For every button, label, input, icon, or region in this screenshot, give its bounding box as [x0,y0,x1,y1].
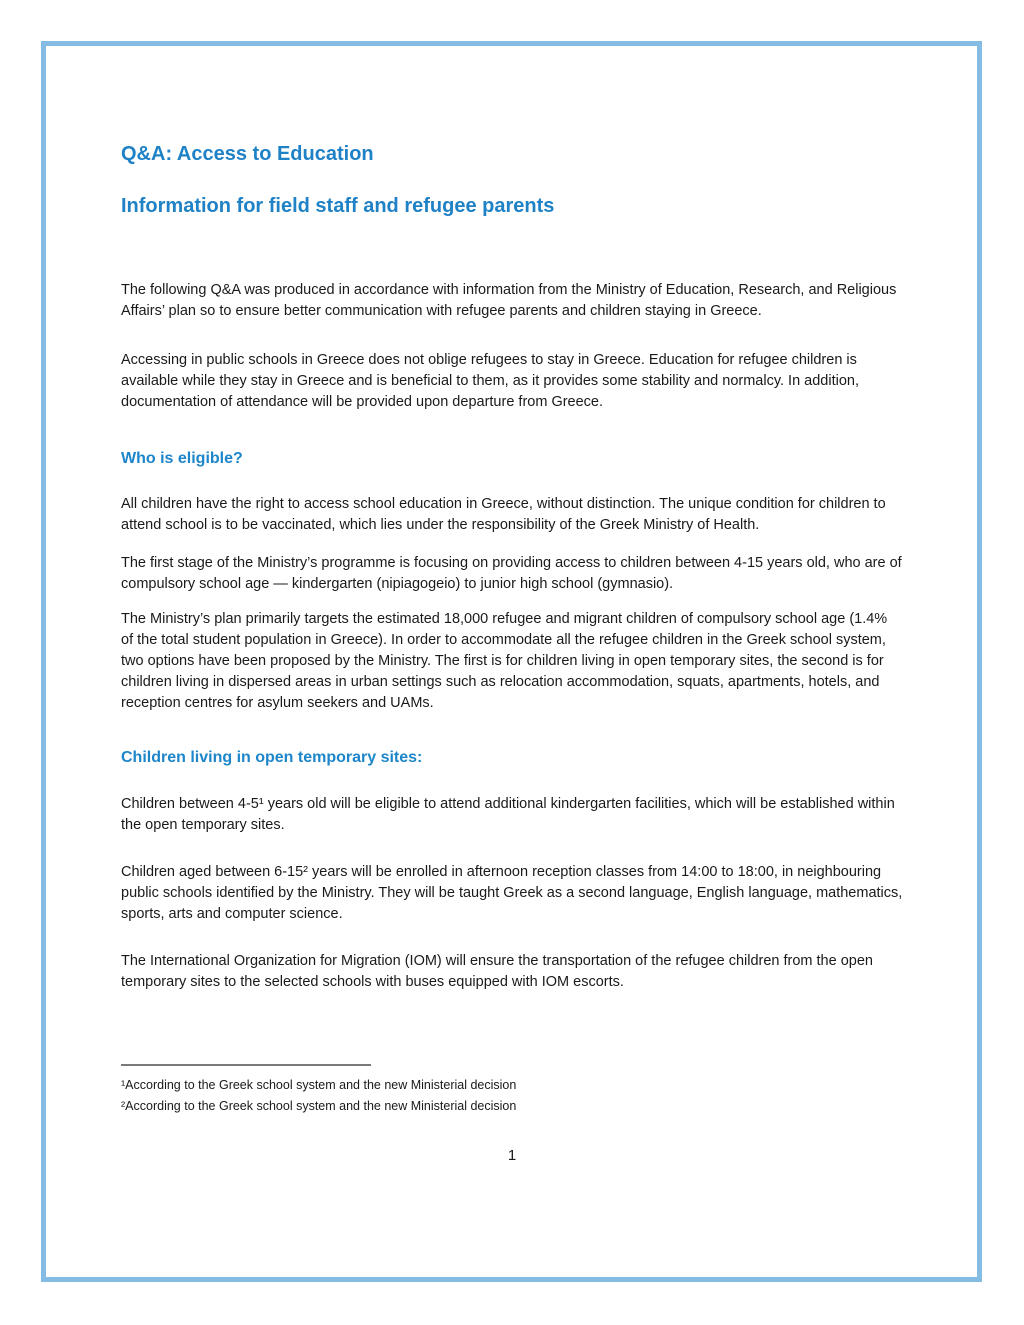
footnote-2: ²According to the Greek school system and the new Ministerial decision [121,1099,517,1114]
footnote-1: ¹According to the Greek school system and the new Ministerial decision [121,1078,517,1093]
section-heading-children-open-sites: Children living in open temporary sites: [121,749,423,767]
eligibility-paragraph-1: All children have the right to access school education in Greece, without distinction. The unique condition for children to attend school is to be vaccinated, which lies under the responsibility of the Greek Ministry of Health. [121,496,886,534]
open-sites-paragraph-2: Children aged between 6-15² years will be enrolled in afternoon reception classes from 14:00 to 18:00, in neighbouring public schools identified by the Ministry. They will be taught Greek as a second language, English language, mathematics, sports, arts and computer science. [121,864,903,923]
footnotes-block [121,1064,903,1117]
intro-paragraph-1: The following Q&A was produced in accordance with information from the Ministry of Education, Research, and Religious Affairs’ plan so to ensure better communication with refugee parents and children staying in Greece. [121,282,897,319]
document-subtitle: Information for field staff and refugee parents [121,195,555,217]
open-sites-paragraph-1: Children between 4-5¹ years old will be eligible to attend additional kindergarten facilities, which will be established within the open temporary sites. [121,796,895,834]
intro-paragraph-2: Accessing in public schools in Greece does not oblige refugees to stay in Greece. Education for refugee children is available while they stay in Greece and is beneficial to them, as it provides some stability and normalcy. In addition, documentation of attendance will be provided upon departure from Greece. [121,352,859,410]
section-heading-who-is-eligible: Who is eligible? [121,450,243,467]
page-number: 1 [507,1147,517,1165]
document-title: Q&A: Access to Education [121,143,374,165]
document-content [121,0,903,1164]
eligibility-paragraph-3: The Ministry’s plan primarily targets the estimated 18,000 refugee and migrant children of compulsory school age (1.4% of the total student population in Greece). In order to accommodate all the refugee children in the Greek school system, two options have been proposed by the Ministry. The first is for children living in open temporary sites, the second is for children living in dispersed areas in urban settings such as relocation accommodation, squats, apartments, hotels, and reception centres for asylum seekers and UAMs. [121,611,888,712]
footnote-separator [121,1064,371,1066]
open-sites-paragraph-3: The International Organization for Migration (IOM) will ensure the transportation of the refugee children from the open temporary sites to the selected schools with buses equipped with IOM escorts. [121,953,873,991]
eligibility-paragraph-2: The first stage of the Ministry’s programme is focusing on providing access to children between 4-15 years old, who are of compulsory school age — kindergarten (nipiagogeio) to junior high school (gymnasio). [121,555,902,593]
